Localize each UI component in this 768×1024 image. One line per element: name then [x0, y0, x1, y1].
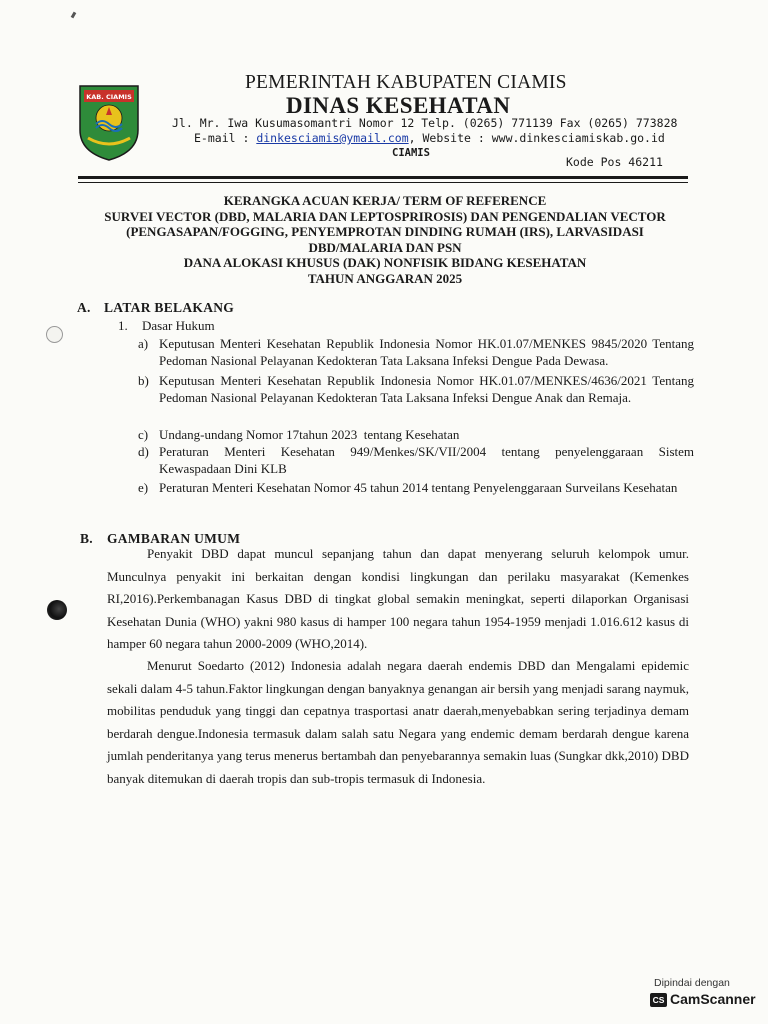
section-title: GAMBARAN UMUM [107, 531, 241, 546]
website-text: , Website : www.dinkesciamiskab.go.id [408, 131, 665, 145]
title-line: SURVEI VECTOR (DBD, MALARIA DAN LEPTOSPRIROSIS) DAN PENGENDALIAN VECTOR [104, 208, 666, 224]
item-letter: e) [138, 480, 149, 495]
item-letter: c) [138, 427, 149, 442]
item-letter: b) [138, 373, 149, 388]
government-name: PEMERINTAH KABUPATEN CIAMIS [245, 72, 567, 93]
legal-basis-item [138, 479, 694, 496]
item-text: Keputusan Menteri Kesehatan Republik Indonesia Nomor HK.01.07/MENKES/4636/2021 Tentang Pedoman Nasional Pelayanan Kedokteran Tata Laksana Infeksi Dengue Anak dan Remaja. [159, 373, 694, 405]
body-paragraph [107, 543, 689, 656]
item-letter: d) [138, 444, 149, 459]
document-title [60, 193, 710, 286]
item-text: Peraturan Menteri Kesehatan Nomor 45 tahun 2014 tentang Penyelenggaraan Surveilans Kesehatan [159, 480, 678, 495]
item-letter: a) [138, 336, 149, 351]
watermark-app-name: CamScanner [670, 991, 756, 1007]
legal-basis-item [138, 426, 694, 443]
section-letter: A. [77, 300, 91, 315]
paragraph-text: Penyakit DBD dapat muncul sepanjang tahun dan dapat menyerang seluruh kelompok umur. Munculnya penyakit ini berkaitan dengan kondisi lingkungan dan perilaku masyarakat (Kemenkes RI,2016).Perkembanagan Kasus DBD di tingkat global semakin meningkat, seperti dilaporkan Organisasi Kesehatan Dunia (WHO) yakni 980 kasus di hamper 100 negara tahun 1954-1959 menjadi 1.016.612 kasus di hamper 60 negara tahun 2000-2009 (WHO,2014). [107, 546, 689, 651]
title-line: TAHUN ANGGARAN 2025 [307, 270, 463, 286]
title-line: DANA ALOKASI KHUSUS (DAK) NONFISIK BIDANG KESEHATAN [183, 255, 587, 270]
subsection-number: 1. [118, 318, 128, 333]
ciamis-regency-emblem-icon [76, 80, 142, 162]
item-text: Undang-undang Nomor 17tahun 2023 tentang Kesehatan [159, 427, 460, 442]
camscanner-logo-icon: CS [650, 993, 667, 1007]
section-title: LATAR BELAKANG [104, 300, 235, 315]
email-label: E-mail : [194, 131, 257, 145]
title-line: (PENGASAPAN/FOGGING, PENYEMPROTAN DINDING RUMAH (IRS), LARVASIDASI [126, 224, 644, 239]
camscanner-watermark [640, 977, 760, 1017]
logo-text: KAB. CIAMIS [86, 93, 132, 101]
item-text: Peraturan Menteri Kesehatan 949/Menkes/SK/VII/2004 tentang penyelenggaraan Sistem Kewaspadaan Dini KLB [159, 444, 694, 476]
punch-hole-mark [47, 600, 67, 620]
city-name: CIAMIS [392, 147, 430, 159]
legal-basis-item [138, 372, 694, 406]
title-line: DBD/MALARIA DAN PSN [308, 239, 462, 255]
legal-basis-item [138, 443, 694, 477]
scan-speck [71, 12, 77, 19]
subsection-heading [118, 318, 215, 334]
title-line: KERANGKA ACUAN KERJA/ TERM OF REFERENCE [223, 193, 547, 208]
office-address: Jl. Mr. Iwa Kusumasomantri Nomor 12 Telp. (0265) 771139 Fax (0265) 773828 [172, 116, 678, 130]
letterhead-rule-thick [78, 176, 688, 179]
punch-hole-mark [46, 326, 63, 343]
letterhead-rule-thin [78, 182, 688, 183]
postal-code: Kode Pos 46211 [566, 155, 663, 169]
item-text: Keputusan Menteri Kesehatan Republik Indonesia Nomor HK.01.07/MENKES 9845/2020 Tentang Pedoman Nasional Pelayanan Kedokteran Tata Laksana Infeksi Dengue Pada Dewasa. [159, 336, 694, 368]
section-letter: B. [80, 531, 93, 546]
section-a-heading [77, 300, 234, 316]
email-link[interactable]: dinkesciamis@ymail.com [256, 131, 409, 145]
subsection-title: Dasar Hukum [142, 318, 215, 333]
body-paragraph [107, 655, 689, 790]
watermark-caption: Dipindai dengan [654, 977, 730, 989]
legal-basis-item [138, 335, 694, 369]
department-name: DINAS KESEHATAN [286, 93, 511, 118]
paragraph-text: Menurut Soedarto (2012) Indonesia adalah negara daerah endemis DBD dan Mengalami epidemic sekali dalam 4-5 tahun.Faktor lingkungan dengan banyaknya genangan air bersih yang menjadi sarang naymuk, mobilitas penduduk yang tinggi dan cepatnya trasportasi anatr daerah,menyebabkan sering terjadinya demam berdarah dengue.Indonesia termasuk dalam salah satu Negara yang endemic demam berdarah dengue karena jumlah penderitanya yang terus menerus bertambah dan penyebarannya semakin luas (Sungkar dkk,2010) DBD banyak ditemukan di daerah tropis dan sub-tropis termasuk di Indonesia. [107, 658, 689, 786]
contact-line [194, 131, 665, 145]
